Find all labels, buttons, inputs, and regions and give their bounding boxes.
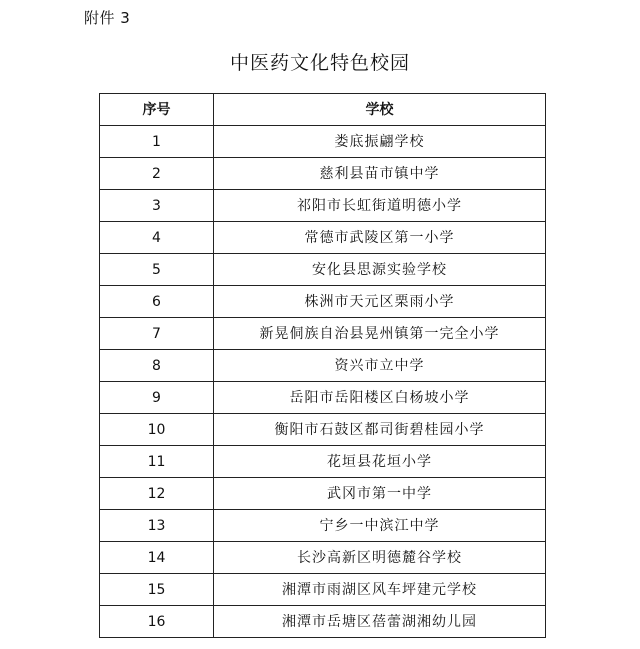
attachment-label: 附件 3 <box>84 9 131 27</box>
table-row <box>100 574 546 606</box>
row-number: 2 <box>100 158 214 190</box>
school-name: 祁阳市长虹街道明德小学 <box>214 190 546 222</box>
school-name: 花垣县花垣小学 <box>214 446 546 478</box>
school-name: 宁乡一中滨江中学 <box>214 510 546 542</box>
school-name: 岳阳市岳阳楼区白杨坡小学 <box>214 382 546 414</box>
document-title: 中医药文化特色校园 <box>229 52 410 74</box>
table-row <box>100 318 546 350</box>
row-number: 6 <box>100 286 214 318</box>
school-name: 新晃侗族自治县晃州镇第一完全小学 <box>214 318 546 350</box>
row-number: 9 <box>100 382 214 414</box>
table-row <box>100 254 546 286</box>
school-name: 衡阳市石鼓区都司街碧桂园小学 <box>214 414 546 446</box>
row-number: 13 <box>100 510 214 542</box>
row-number: 3 <box>100 190 214 222</box>
table-row <box>100 606 546 638</box>
column-header-number: 序号 <box>100 94 214 126</box>
table-row <box>100 350 546 382</box>
row-number: 15 <box>100 574 214 606</box>
school-name: 娄底振翩学校 <box>214 126 546 158</box>
school-name: 株洲市天元区栗雨小学 <box>214 286 546 318</box>
school-name: 湘潭市雨湖区风车坪建元学校 <box>214 574 546 606</box>
row-number: 5 <box>100 254 214 286</box>
table-row <box>100 414 546 446</box>
row-number: 10 <box>100 414 214 446</box>
table-header-row <box>100 94 546 126</box>
table-row <box>100 478 546 510</box>
school-name: 常德市武陵区第一小学 <box>214 222 546 254</box>
table-row <box>100 126 546 158</box>
school-name: 武冈市第一中学 <box>214 478 546 510</box>
row-number: 16 <box>100 606 214 638</box>
row-number: 7 <box>100 318 214 350</box>
row-number: 14 <box>100 542 214 574</box>
school-name: 湘潭市岳塘区蓓蕾湖湘幼儿园 <box>214 606 546 638</box>
schools-table <box>99 93 546 638</box>
table-row <box>100 542 546 574</box>
row-number: 4 <box>100 222 214 254</box>
table-row <box>100 382 546 414</box>
row-number: 11 <box>100 446 214 478</box>
table-row <box>100 158 546 190</box>
school-name: 长沙高新区明德麓谷学校 <box>214 542 546 574</box>
table-row <box>100 286 546 318</box>
row-number: 1 <box>100 126 214 158</box>
row-number: 8 <box>100 350 214 382</box>
school-name: 安化县思源实验学校 <box>214 254 546 286</box>
table-row <box>100 510 546 542</box>
column-header-school: 学校 <box>214 94 546 126</box>
school-name: 慈利县苗市镇中学 <box>214 158 546 190</box>
table-row <box>100 190 546 222</box>
row-number: 12 <box>100 478 214 510</box>
table-row <box>100 222 546 254</box>
school-name: 资兴市立中学 <box>214 350 546 382</box>
table-row <box>100 446 546 478</box>
